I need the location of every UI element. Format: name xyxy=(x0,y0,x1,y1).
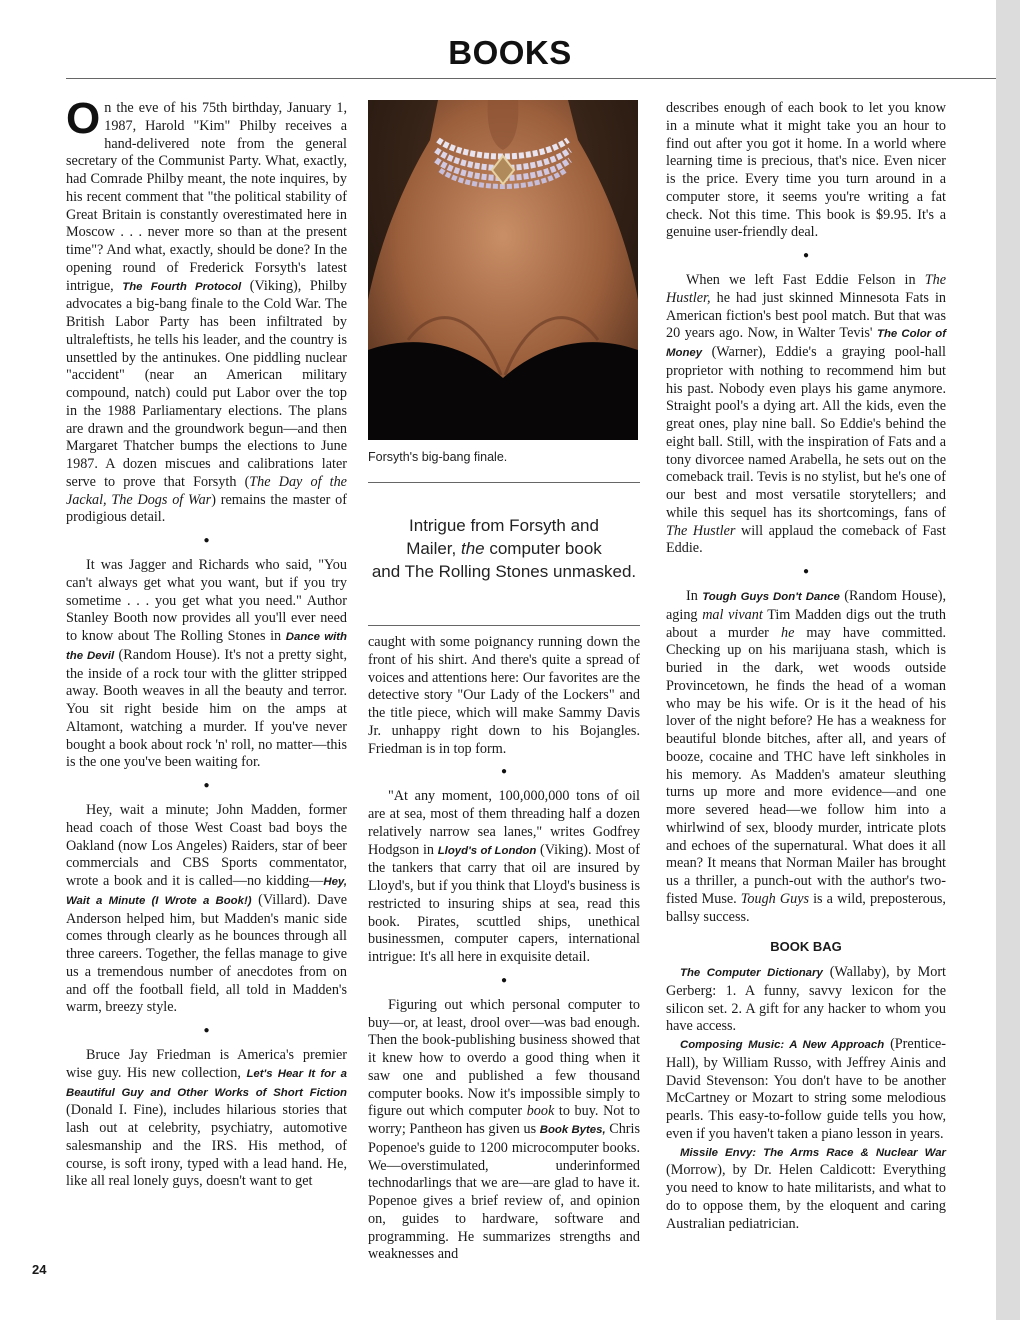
book-bag-heading: BOOK BAG xyxy=(770,939,842,955)
article-madden: Hey, wait a minute; John Madden, former head coach of those West Coast bad boys the Oakland (now Los Angeles) Raiders, star of beer commercials and CBS Sports commentator, wrote a book and it is called—no kidding—Hey, Wait a Minute (I Wrote a Book!) (Villard). Dave Anderson helped him, but Madden's manic side comes through clearly as he bounces through all three careers. Together, the fellas manage to give us a tremendous number of anecdotes from on and off the football field, all told in Madden's warm, breezy style. xyxy=(66,802,348,1016)
book-title: Missile Envy: The Arms Race & Nuclear War xyxy=(680,1146,946,1159)
pull-quote-rule-bottom xyxy=(368,625,640,626)
book-title: Lloyd's of London xyxy=(437,844,537,857)
separator-bullet: ● xyxy=(203,1025,210,1036)
cover-photo xyxy=(368,100,638,440)
book-title: The Fourth Protocol xyxy=(122,280,242,293)
book-title: Dance with the Devil xyxy=(66,631,347,662)
separator-bullet: ● xyxy=(203,780,210,791)
article-color-of-money: When we left Fast Eddie Felson in The Hustler, he had just skinned Minnesota Fats in American fiction's best pool match. But that was 20 years ago. Now, in Walter Tevis' The Color of Money (Warner), Eddie's a graying pool-hall proprietor with nothing to recommend him but his past. Nobody even plays his game anymore. Straight pool's a dying art. All the kids, even the great ones, play nine ball. So Eddie's behind the eight ball. Still, with the inspiration of Fats and a tony divorcee named Arabella, he sets out on the comeback trail. Tevis is no stylist, but he's one of our best and most versatile storytellers; and while this sequel has its shortcomings, fans of The Hustler will applaud the comeback of Fast Eddie. xyxy=(666,272,947,557)
photo-caption: Forsyth's big-bang finale. xyxy=(368,450,508,464)
column-3 xyxy=(666,100,946,1233)
article-book-bytes-continued: describes enough of each book to let you know in a minute what it might take you an hour to find out after you got it home. In a world where learning time is precious, that's nice. Even nicer is the price. Every time you turn around in a computer store, it seems you're writing a fat check. Not this time. This book is $9.95. It's a genuine user-friendly deal. xyxy=(666,100,946,241)
article-book-bytes: Figuring out which personal computer to buy—or, at least, drool over—was bad enough. Then the book-publishing business showed that it knew how to overdo a good thing when it saw one and published a few thousand computer books. Now it's impossible simply to figure out which computer book to buy. Not to worry; Pantheon has given us Book Bytes, Chris Popenoe's guide to 1200 microcomputer books. We—overstimulated, underinformed technodarlings that we are—are glad to have it. Popenoe gives a brief review of, and opinion on, guides to hardware, software and programming. He summarizes strengths and weaknesses and xyxy=(368,996,640,1263)
pull-quote: Intrigue from Forsyth and Mailer, the computer book and The Rolling Stones unmasked. xyxy=(371,516,637,581)
article-lloyds: "At any moment, 100,000,000 tons of oil are at sea, most of them threading half a dozen relatively narrow sea lanes," writes Godfrey Hodgson in Lloyd's of London (Viking). Most of the tankers that carry that oil are insured by Lloyd's, but if you think that Lloyd's business is restricted to insuring ships at sea, read this book. Pirates, scuttled ships, unethical businessmen, computer capers, international intrigue: It's all here in exquisite detail. xyxy=(368,788,641,965)
article-friedman: Bruce Jay Friedman is America's premier wise guy. His new collection, Let's Hear It for a Beautiful Guy and Other Works of Short Fiction (Donald I. Fine), includes hilarious stories that lash out at celebrity, psychiatry, automotive salesmanship and the IRS. His method, of course, is soft irony, typed with a lead hand. He, like all real lonely guys, doesn't want to get xyxy=(66,1047,347,1190)
book-title: Hey, Wait a Minute (I Wrote a Book!) xyxy=(66,876,347,907)
page-number: 24 xyxy=(32,1262,47,1277)
book-title: The Computer Dictionary xyxy=(680,967,823,979)
book-bag-item: Composing Music: A New Approach (Prentice-Hall), by William Russo, with Jeffrey Ainis and David Stevenson: You don't have to be another McCartney or Mozart to string some melodious pearls. This easy-to-follow guide tells you how, even if you haven't taken a piano lesson in years. xyxy=(666,1036,947,1142)
article-forsyth: On the eve of his 75th birthday, January 1, 1987, Harold "Kim" Philby receives a hand-delivered note from the general secretary of the Communist Party. What, exactly, had Comrade Philby meant, the note inquires, by his recent comment that "the political stability of Great Britain is constantly overestimated here in Moscow . . . never more so than at the present time"? And what, exactly, should be done? In the opening round of Frederick Forsyth's latest intrigue, The Fourth Protocol (Viking), Philby advocates a big-bang finale to the Cold War. The British Labor Party has been infiltrated by ultraleftists, he tells his leader, and the country is unsettled by the antinukes. One piddling nuclear "accident" (near an American military compound, natch) could put Labor over the top in the 1988 Parliamentary elections. The plans are drawn and the groundwork begun—and then Margaret Thatcher bumps the elections to June 1987. A dozen miscues and calibrations later serve to prove that Forsyth (The Day of the Jackal, The Dogs of War) remains the master of prodigious detail. xyxy=(66,94,348,526)
page-edge xyxy=(996,0,1020,1320)
separator-bullet: ● xyxy=(203,535,210,546)
separator-bullet: ● xyxy=(500,766,508,778)
separator-bullet: ● xyxy=(500,974,508,986)
separator-bullet: ● xyxy=(802,250,810,261)
article-tough-guys: In Tough Guys Don't Dance (Random House), aging mal vivant Tim Madden digs out the truth about a murder he may have committed. Checking up on his marijuana stash, which is buried in the dark, wet woods outside Provincetown, he finds the head of a woman who may be his wife. Or is it the head of his lover of the night before? He has a weakness for beautiful blonde bitches, after all, and years of booze, cocaine and THC have left sinkholes in his memory. As Madden's amateur sleuthing turns up more and more evidence—and one more severed head—we follow him into a whirlwind of sex, bloody murder, intricate plots and echoes of the supernatural. What does it all mean? It means that Norman Mailer has brought us a thriller, a punch-out with the author's two-fisted Muse. Tough Guys is a wild, preposterous, ballsy success. xyxy=(666,588,946,925)
header-rule xyxy=(66,78,996,79)
column-1 xyxy=(66,94,348,1191)
book-title: Book Bytes, xyxy=(539,1124,606,1136)
book-title: Tough Guys Don't Dance xyxy=(702,591,840,603)
choker-photo-illustration xyxy=(368,100,638,440)
separator-bullet: ● xyxy=(802,566,810,577)
pull-quote-rule-top xyxy=(368,482,640,483)
book-title: The Color of Money xyxy=(666,328,946,359)
article-rolling-stones: It was Jagger and Richards who said, "You can't always get what you want, but if you try sometime . . . you get what you need." Author Stanley Booth now provides all you'll ever need to know about The Rolling Stones in Dance with the Devil (Random House). It's not a pretty sight, the inside of a rock tour with the glitter stripped away. Booth weaves in all the beauty and terror. You sit right beside him on the amps at Altamont, watching a murder. If you've never bought a book about rock 'n' roll, no matter—this is the one you've been waiting for. xyxy=(66,557,347,771)
book-bag-item: The Computer Dictionary (Wallaby), by Mort Gerberg: 1. A funny, savvy lexicon for the silicon set. 2. A gift for any hacker to whom you have access. xyxy=(666,964,946,1035)
book-title: Composing Music: A New Approach xyxy=(680,1039,885,1051)
section-heading: BOOKS xyxy=(448,34,572,71)
book-bag-item: Missile Envy: The Arms Race & Nuclear War (Morrow), by Dr. Helen Caldicott: Everything you need to know to hate militarists, and what to do to oppose them, by the eloquent and caring Australian pediatrician. xyxy=(666,1146,946,1232)
article-friedman-continued: caught with some poignancy running down the front of his shirt. And there's quite a spread of voices and attentions here: Our favorites are the detective story "Our Lady of the Lockers" and the title piece, which will make Sammy Davis Jr. unhappy right down to his Bojangles. Friedman is in top form. xyxy=(368,634,640,757)
book-title: Let's Hear It for a Beautiful Guy and Other Works of Short Fiction xyxy=(66,1067,347,1099)
drop-cap: O xyxy=(66,94,101,143)
book-bag-list xyxy=(666,964,946,1233)
column-2 xyxy=(368,634,640,1264)
